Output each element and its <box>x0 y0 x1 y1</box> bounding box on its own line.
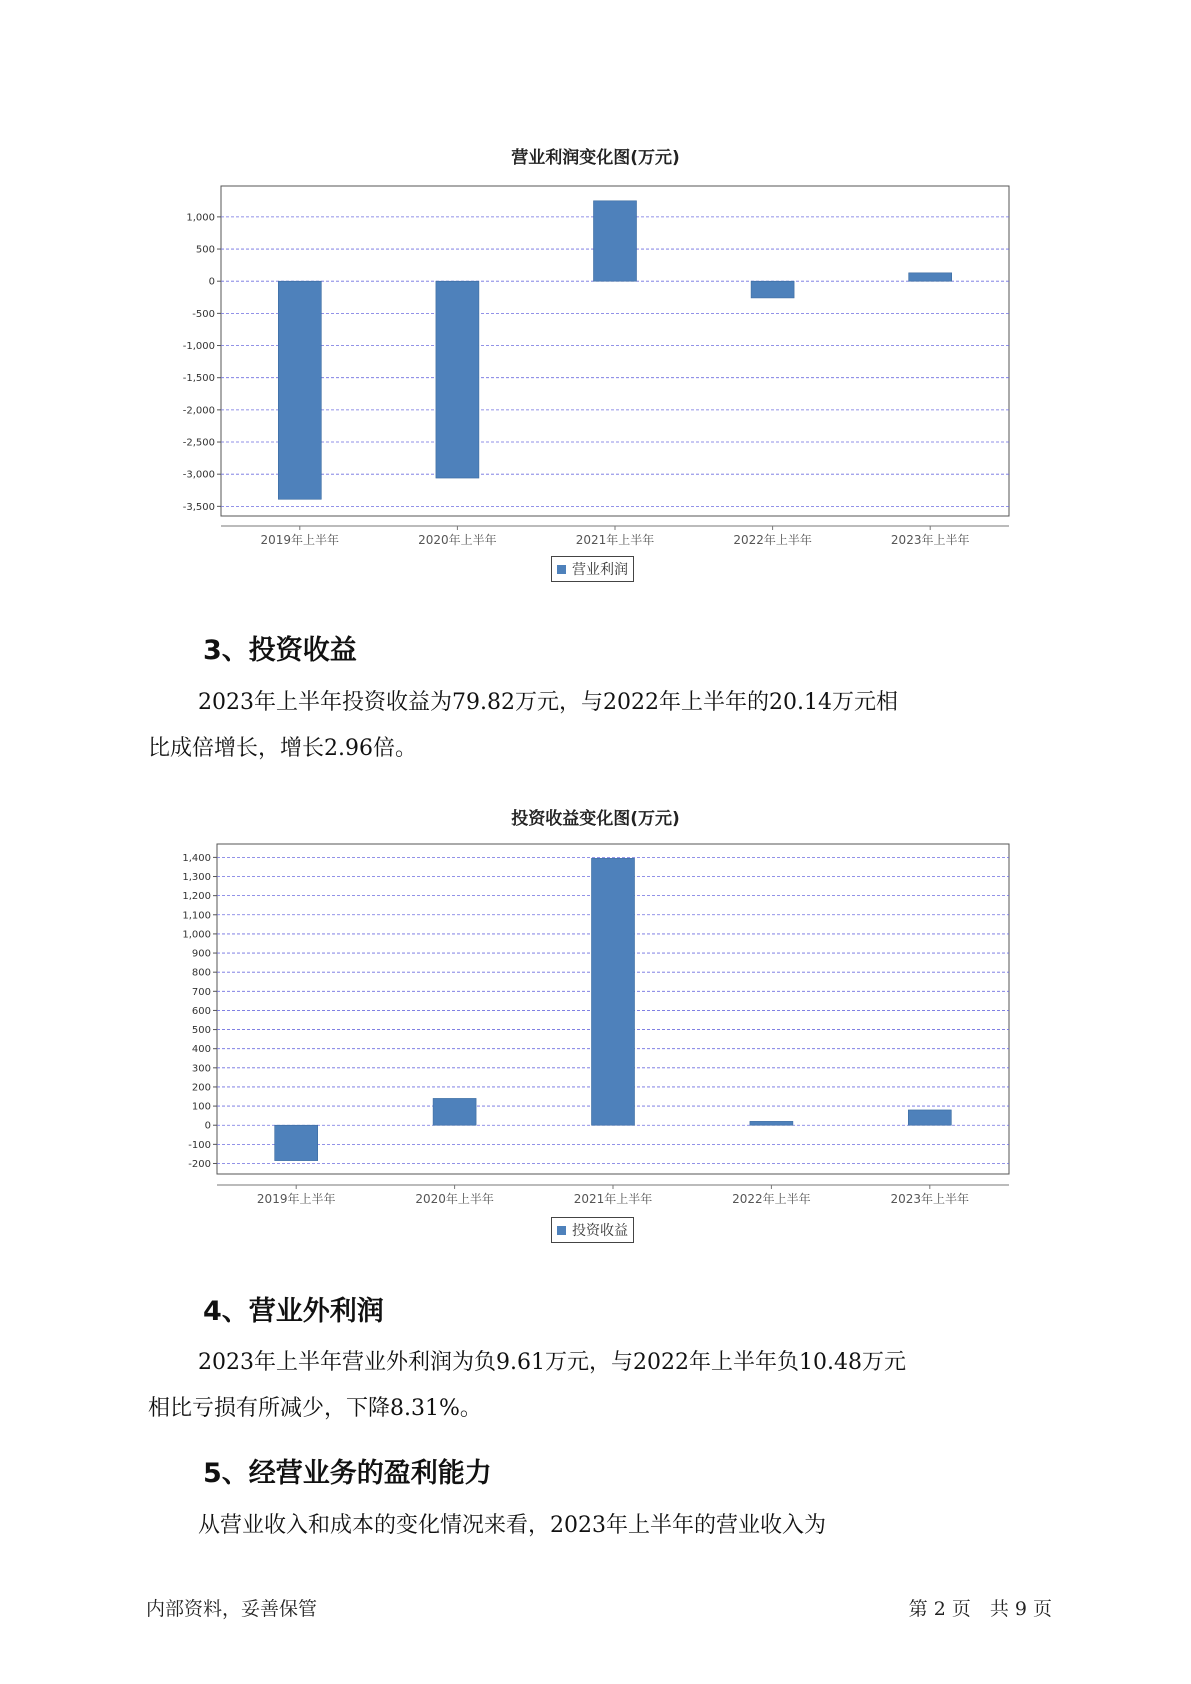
y-tick-label: 300 <box>191 1063 211 1075</box>
x-tick-label: 2020年上半年 <box>418 533 497 547</box>
y-tick-label: -2,000 <box>182 405 215 417</box>
y-tick-label: 1,400 <box>182 852 211 864</box>
footer-page-number: 第 2 页 共 9 页 <box>908 1598 1052 1620</box>
x-tick-label: 2021年上半年 <box>573 1192 653 1206</box>
chart1-title: 营业利润变化图(万元) <box>511 148 680 168</box>
bar <box>433 1098 476 1125</box>
y-tick-label: 1,300 <box>182 872 211 884</box>
section3-line-1: 2023年上半年投资收益为79.82万元，与2022年上半年的20.14万元相 <box>198 690 898 715</box>
chart1-legend <box>551 556 634 582</box>
y-tick-label: 0 <box>208 276 215 288</box>
section4-line-1: 2023年上半年营业外利润为负9.61万元，与2022年上半年负10.48万元 <box>198 1350 906 1375</box>
y-tick-label: -3,000 <box>182 469 215 481</box>
section4-heading: 4、营业外利润 <box>203 1296 384 1327</box>
y-tick-label: 100 <box>191 1101 211 1113</box>
section4-line-2: 相比亏损有所减少，下降8.31%。 <box>148 1396 482 1421</box>
y-tick-label: 500 <box>191 1025 211 1037</box>
legend-swatch-icon <box>557 1226 566 1235</box>
section5-paragraph <box>148 1503 1048 1549</box>
legend-swatch-icon <box>557 565 566 574</box>
chart1-legend-label: 营业利润 <box>572 562 628 578</box>
y-tick-label: 1,200 <box>182 891 211 903</box>
y-tick-label: -1,500 <box>182 373 215 385</box>
bar <box>278 281 321 499</box>
y-tick-label: -100 <box>188 1139 211 1151</box>
y-tick-label: 0 <box>204 1120 211 1132</box>
chart2-legend-label: 投资收益 <box>572 1223 628 1239</box>
y-tick-label: 500 <box>195 244 215 256</box>
y-tick-label: 700 <box>191 986 211 998</box>
section3-paragraph <box>148 680 1048 772</box>
bar <box>751 281 794 298</box>
section5-heading: 5、经营业务的盈利能力 <box>203 1458 492 1489</box>
section3-line-2: 比成倍增长，增长2.96倍。 <box>148 736 417 761</box>
x-tick-label: 2019年上半年 <box>260 533 340 547</box>
y-tick-label: 200 <box>191 1082 211 1094</box>
chart2-title: 投资收益变化图(万元) <box>511 809 680 829</box>
y-tick-label: -500 <box>192 308 215 320</box>
y-tick-label: -1,000 <box>182 341 215 353</box>
y-tick-label: 900 <box>191 948 211 960</box>
bar <box>750 1121 793 1125</box>
bar <box>275 1125 318 1160</box>
y-tick-label: -2,500 <box>182 437 215 449</box>
section5-line-1: 从营业收入和成本的变化情况来看，2023年上半年的营业收入为 <box>198 1513 826 1538</box>
bar <box>908 1110 951 1125</box>
x-tick-label: 2019年上半年 <box>256 1192 336 1206</box>
x-tick-label: 2021年上半年 <box>575 533 655 547</box>
y-tick-label: 400 <box>191 1044 211 1056</box>
x-tick-label: 2023年上半年 <box>890 533 970 547</box>
section3-heading: 3、投资收益 <box>203 635 357 666</box>
y-tick-label: 800 <box>191 967 211 979</box>
y-tick-label: -3,500 <box>182 501 215 513</box>
bar <box>592 858 635 1125</box>
x-tick-label: 2022年上半年 <box>732 1192 811 1206</box>
investment-income-chart <box>0 838 1191 1218</box>
y-tick-label: 1,100 <box>182 910 211 922</box>
bar <box>436 281 479 478</box>
y-tick-label: 1,000 <box>186 212 215 224</box>
x-tick-label: 2022年上半年 <box>733 533 812 547</box>
bar <box>909 273 952 281</box>
x-tick-label: 2023年上半年 <box>890 1192 970 1206</box>
section4-paragraph <box>148 1340 1048 1432</box>
y-tick-label: 1,000 <box>182 929 211 941</box>
footer-confidential: 内部资料，妥善保管 <box>146 1598 318 1620</box>
bar <box>594 201 637 281</box>
chart2-legend <box>551 1217 634 1243</box>
y-tick-label: -200 <box>188 1158 211 1170</box>
y-tick-label: 600 <box>191 1005 211 1017</box>
x-tick-label: 2020年上半年 <box>415 1192 494 1206</box>
operating-profit-chart <box>0 178 1191 558</box>
